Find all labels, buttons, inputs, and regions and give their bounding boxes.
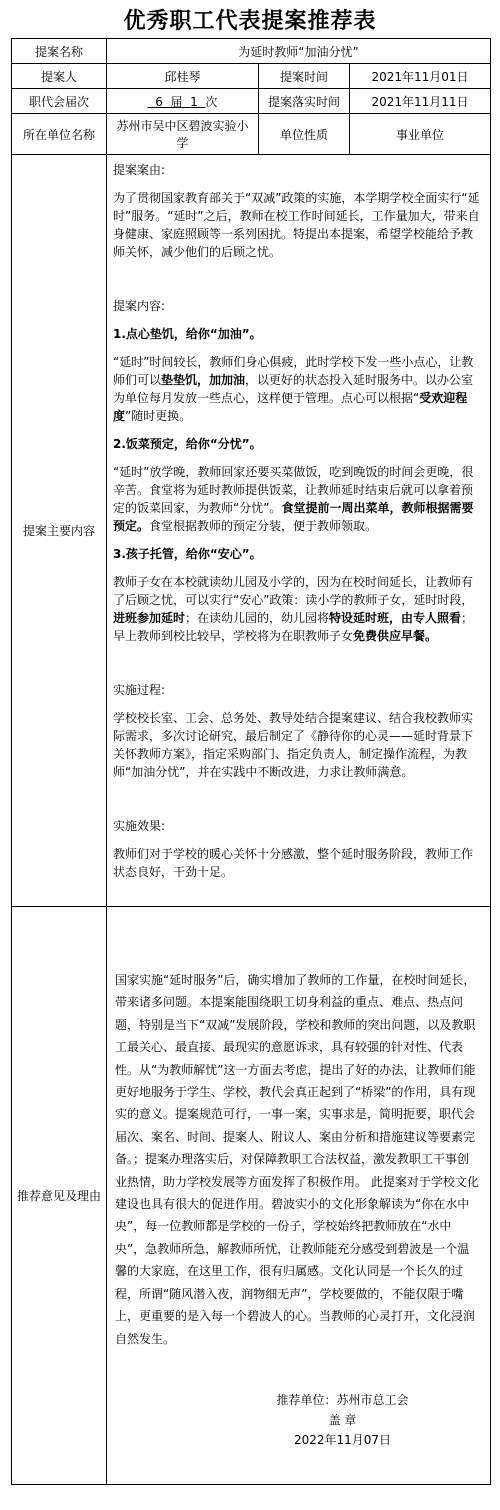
label-proposal-name: 提案名称: [12, 39, 107, 64]
cause-text: 为了贯彻国家教育部关于“双减”政策的实施，本学期学校全面实行“延时”服务。“延时”之后，教师在校工作时间延长，工作量加大，带来自身健康、家庭照顾等一系列困扰。特提出本提案，希望学校能给予教师关怀，减少他们的后顾之忧。: [113, 191, 480, 259]
cause-heading: 提案案由:: [113, 163, 166, 177]
label-main-content: 提案主要内容: [12, 155, 107, 907]
item3-title: 3.孩子托管，给你“安心”。: [113, 547, 262, 561]
label-proposer: 提案人: [12, 64, 107, 89]
process-heading: 实施过程:: [113, 683, 166, 697]
content-heading: 提案内容:: [113, 299, 166, 313]
item2-text: “延时”放学晚，教师回家还要买菜做饭，吃到晚饭的时间会更晚，很辛苦。食堂将为延时教师提供饭菜，让教师延时结束后就可以拿着预定的饭菜回家，为教师“分忧”。食堂提前一周出菜单，教师根据需要预定。食堂根据教师的预定分装，便于教师领取。: [113, 465, 474, 533]
label-recommendation: 推荐意见及理由: [12, 907, 107, 1485]
value-unit-type: 事业单位: [350, 114, 491, 155]
recommender-unit: 推荐单位：苏州市总工会: [276, 1392, 409, 1407]
value-proposer: 邱桂琴: [107, 64, 259, 89]
effect-text: 教师们对于学校的暖心关怀十分感激，整个延时服务阶段，教师工作状态良好，干劲十足。: [113, 847, 474, 879]
item2-title: 2.饭菜预定，给你“分忧”。: [113, 437, 262, 451]
form-title: 优秀职工代表提案推荐表: [123, 9, 377, 34]
value-proposal-name: 为延时教师“加油分忧”: [107, 39, 491, 64]
value-implement-time: 2021年11月11日: [350, 89, 491, 114]
row-recommendation: [12, 907, 491, 1485]
item3-text: 教师子女在本校就读幼儿园及小学的，因为在校时间延长，让教师有了后顾之忧，可以实行“安心”政策：读小学的教师子女，延时时段，进班参加延时；在读幼儿园的，幼儿园将特设延时班，由专人照看；早上教师到校比较早，学校将为在职教师子女免费供应早餐。: [113, 575, 474, 643]
recommendation-date: 2022年11月07日: [293, 1432, 392, 1447]
recommendation-text: 国家实施“延时服务”后，确实增加了教师的工作量，在校时间延长，带来诸多问题。本提案能围绕职工切身利益的重点、难点、热点问题，特别是当下“双减”发展阶段，学校和教师的突出问题，以及教职工最关心、最直接、最现实的意愿诉求，具有较强的针对性、代表性。从“为教师解忧”这一方面去考虑，提出了好的办法，让教师们能更好地服务于学生、学校，教代会真正起到了“桥梁”的作用，具有现实的意义。提案规范可行，一事一案，实事求是，简明扼要，职代会届次、案名、时间、提案人、附议人、案由分析和措施建议等要素完备。；提案办理落实后，对保障教职工合法权益，激发教职工干事创业热情，助力学校发展等方面发挥了积极作用。 此提案对于学校文化建设也具有很大的促进作用。碧波实小的文化形象解读为“你在水中央”，每一位教师都是学校的一份子，学校始终把教师放在“水中央”，急教师所急，解教师所忧，让教师能充分感受到碧波是一个温馨的大家庭，在这里工作，很有归属感。文化认同是一个长久的过程，所谓“随风潜入夜，润物细无声”，学校要做的，不能仅限于嘴上，更重要的是入每一个碧波人的心。当教师的心灵打开，文化浸润自然发生。: [115, 973, 479, 1346]
seal-label: 盖 章: [328, 1412, 357, 1427]
signature-block: [115, 1390, 480, 1450]
session-word: 届: [170, 94, 183, 109]
recommendation-body: [107, 907, 491, 1485]
proposal-form-table: [11, 38, 491, 1485]
row-proposer: [12, 64, 491, 89]
value-congress-session: [107, 89, 259, 114]
label-implement-time: 提案落实时间: [259, 89, 350, 114]
effect-heading: 实施效果:: [113, 819, 166, 833]
item1-text: “延时”时间较长，教师们身心俱疲，此时学校下发一些小点心，让教师们可以垫垫饥，加加油，以更好的状态投入延时服务中。以办公室为单位每月发放一些点心，这样便于管理。点心可以根据“受欢迎程度”随时更换。: [113, 355, 474, 423]
label-congress-session: 职代会届次: [12, 89, 107, 114]
value-unit: 苏州市吴中区碧波实验小学: [107, 114, 259, 155]
process-text: 学校校长室、工会、总务处、教导处结合提案建议、结合我校教师实际需求，多次讨论研究，最后制定了《静待你的心灵——延时背景下关怀教师方案》，指定采购部门、指定负责人，制定操作流程，为教师“加油分忧”，并在实践中不断改进，力求让教师满意。: [113, 711, 474, 779]
value-proposal-time: 2021年11月01日: [350, 64, 491, 89]
row-session: [12, 89, 491, 114]
main-content-body: [107, 155, 491, 907]
item1-title: 1.点心垫饥，给你“加油”。: [113, 327, 262, 341]
session-suffix: 次: [205, 94, 218, 109]
label-unit-type: 单位性质: [259, 114, 350, 155]
label-proposal-time: 提案时间: [259, 64, 350, 89]
session-sub-number: 1: [190, 94, 198, 109]
row-unit: [12, 114, 491, 155]
row-main-content: [12, 155, 491, 907]
session-number: 6: [155, 94, 163, 109]
row-proposal-name: [12, 39, 491, 64]
label-unit: 所在单位名称: [12, 114, 107, 155]
